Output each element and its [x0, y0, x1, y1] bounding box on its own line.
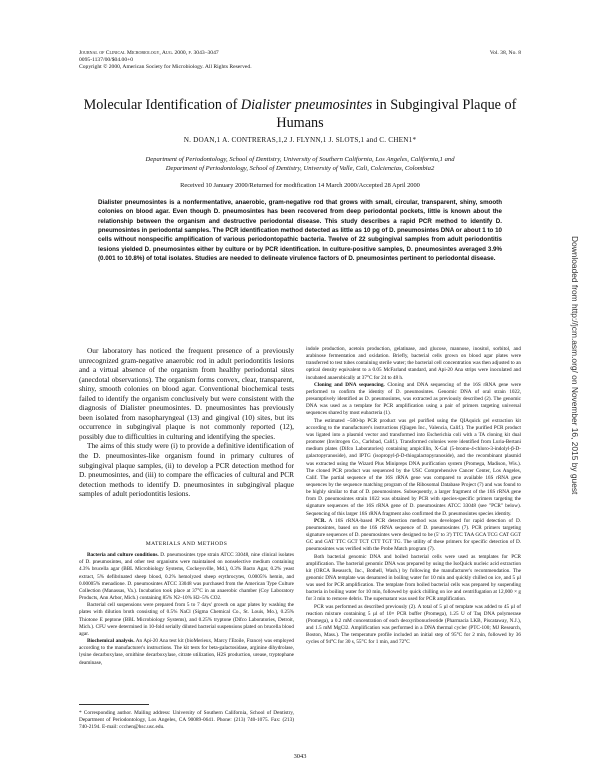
- right-paragraph-3: The estimated ~500-bp PCR product was gel purified using the QIAquick gel extraction kit according to the manufacturer's instructions (Qiagen Inc., Valencia, Calif.). The purified PCR product was ligated into a plasmid vector and transformed into Escherichia coli with a TA cloning kit dual promoter (Invitrogen Co., Carlsbad, Calif.). Transformed colonies were identified from Luria-Bertani medium plates (Difco Laboratories) containing ampicillin, X-Gal (5-bromo-4-chloro-3-indolyl-β-D-galactopyranoside), and IPTG (isopropyl-β-D-thiogalactopyranoside), and the recombinant plasmid was extracted using the Wizard Plus Minipreps DNA purification system (Promega, Madison, Wis.). The cloned PCR product was sequenced by the USC Comprehensive Cancer Center, Los Angeles, Calif. The partial sequence of the 16S rRNA gene was compared to available 16S rRNA gene sequences by the sequence matching program of the Ribosomal Database Project (7) and was found to be highly similar to that of D. pneumosintes. Subsequently, a larger fragment of the 16S rRNA gene from D. pneumosintes strain 1022 was obtained by PCR with species-specific primers targeting the signature sequences of the 16S rRNA gene of D. pneumosintes ATCC 33048 (see "PCR" below). Sequencing of this larger 16S rRNA fragment also confirmed the D. pneumosintes species identity.: [306, 417, 521, 517]
- title-organism: Dialister pneumosintes: [240, 97, 373, 113]
- journal-line: Journal of Clinical Microbiology, Aug. 2000, p. 3043–3047: [79, 50, 219, 56]
- run-in-heading: Cloning and DNA sequencing.: [314, 381, 385, 388]
- right-paragraph-cloning: [306, 382, 521, 418]
- title-prefix: Molecular Identification of: [83, 97, 241, 113]
- run-in-heading: PCR.: [314, 517, 326, 524]
- methods-paragraph-bacteria: [79, 552, 294, 602]
- copyright-line: Copyright © 2000, American Society for Microbiology. All Rights Reserved.: [79, 64, 252, 71]
- watermark-text: Downloaded from http://jcm.asm.org/ on November 16, 2015 by guest: [570, 236, 580, 495]
- paragraph-text: D. pneumosintes type strain ATCC 33048, nine clinical isolates of D. pneumosintes, and other test organisms were maintained on nonselective medium containing 4.3% brucella agar (BBL Microbiology Systems, Cockeysville, Md.), 0.3% Bacto Agar, 0.2% yeast extract, 5% defibrinated sheep blood, 0.2% hemolyzed sheep erythrocytes, 0.0005% hemin, and 0.00005% menadione. D. pneumosintes ATCC 33048 was purchased from the American Type Culture Collection (Manassas, Va.). Incubation took place at 37°C in an anaerobic chamber (Coy Laboratory Products, Ann Arbor, Mich.) containing 85% N2–10% H2–5% CO2.: [79, 552, 294, 602]
- intro-paragraph-1: Our laboratory has noticed the frequent presence of a previously unrecognized gram-negative anaerobic rod in adult periodontitis lesions and a virtual absence of the organism from healthy periodontal sites (anecdotal observations). The organism forms convex, clear, transparent, shiny, smooth colonies on blood agar. Conventional biochemical tests failed to identify the organism conclusively but were consistent with the diagnosis of Dialister pneumosintes. D. pneumosintes has previously been isolated from nasopharyngeal (13) and gingival (10) sites, but its occurrence in subgingival plaque is not commonly reported (12), possibly due to difficulties in culturing and identifying the species.: [79, 346, 294, 441]
- title-suffix: in Subgingival Plaque of Humans: [276, 97, 517, 131]
- methods-paragraph-biochem: [79, 638, 294, 667]
- affiliations: [79, 155, 521, 174]
- volume-number: Vol. 38, No. 8: [489, 50, 521, 56]
- materials-methods: [79, 541, 294, 667]
- right-paragraph-6: PCR was performed as described previously (2). A total of 5 µl of template was added to 45 µl of reaction mixture containing 5 µl of 10× PCR buffer (Promega), 1.25 U of Taq DNA polymerase (Promega), a 0.2 mM concentration of each deoxyribonucleotide (Pharmacia LKB, Piscataway, N.J.), and 1.5 mM MgCl2. Amplification was performed in a DNA thermal cycler (PTC-100; MJ Research, Boston, Mass.). The temperature profile included an initial step of 95°C for 2 min, followed by 36 cycles of 94°C for 30 s, 55°C for 1 min, and 72°C: [306, 603, 521, 646]
- right-paragraph-pcr: [306, 518, 521, 554]
- affiliation-line-2: Department of Periodontology, School of Dentistry, University of Valle, Cali, Colciencias, Colombia2: [165, 165, 435, 173]
- section-heading: MATERIALS AND METHODS: [145, 541, 228, 547]
- run-in-heading: Bacteria and culture conditions.: [87, 552, 159, 559]
- corresponding-author-footnote: * Corresponding author. Mailing address: University of Southern California, School of Dentistry, Department of Periodontology, Los Angeles, CA 90089-0641. Phone: (213) 740-1075. Fax: (213) 740-2194. E-mail: ccchen@hsc.usc.edu.: [79, 710, 294, 730]
- running-header: [79, 50, 521, 72]
- download-watermark: [570, 236, 586, 495]
- article-title: [79, 96, 521, 132]
- right-column: [306, 346, 521, 647]
- introduction: [79, 346, 294, 499]
- received-dates: Received 10 January 2000/Returned for modification 14 March 2000/Accepted 28 April 2000: [180, 182, 420, 189]
- paragraph-text: An Api-20 Ana test kit (bioMerieux, Marcy l'Etoile, France) was employed according to the manufacturer's instructions. The kit tests for beta-galactosidase, arginine dihydrolase, lysine decarboxylase, ornithine decarboxylase, citrate utilization, H2S production, urease, tryptophane deaminase,: [79, 638, 294, 666]
- issn-line: 0095-1137/00/$04.00+0: [79, 57, 134, 64]
- right-paragraph-1: indole production, acetoin production, gelatinase, and glucose, mannose, inositol, sorbitol, and arabinose fermentation and oxidation. Briefly, bacterial cells grown on blood agar plates were transferred to test tubes containing sterile water; the bacterial cell concentration was then adjusted to an optical density equivalent to a 0.05 McFarland standard, and Api-20 Ana strips were inoculated and incubated anaerobically at 37°C for 24 to 48 h.: [306, 346, 521, 381]
- paragraph-text: Cloning and DNA sequencing of the 16S rRNA gene were performed to confirm the identity of D. pneumosintes. Genomic DNA of oral strain 1022, presumptively identified as D. pneumosintes, was extracted as previously described (2). The genomic DNA was used as a template for PCR amplification using a pair of primers targeting universal sequences shared by most eubacteria (1).: [306, 381, 521, 417]
- abstract: Dialister pneumosintes is a nonfermentative, anaerobic, gram-negative rod that grows with small, circular, transparent, shiny, smooth colonies on blood agar. Even though D. pneumosintes has been recovered from deep periodontal pockets, little is known about the relationship between the organism and destructive periodontal disease. This study describes a rapid PCR method to identify D. pneumosintes in periodontal samples. The PCR identification method detected as little as 10 pg of D. pneumosintes DNA or about 1 to 10 cells without nonspecific amplification of various periodontopathic bacteria. Twelve of 22 subgingival samples from adult periodontitis lesions yielded D. pneumosintes either by culture or by PCR identification. In culture-positive samples, D. pneumosintes averaged 3.9% (0.001 to 10.8%) of total isolates. Studies are needed to delineate virulence factors of D. pneumosintes pertinent to periodontal disease.: [98, 199, 502, 262]
- footnote-rule: [79, 704, 149, 705]
- run-in-heading: Biochemical analysis.: [87, 638, 135, 645]
- paragraph-text: A 16S rRNA-based PCR detection method was developed for rapid detection of D. pneumosintes, based on the 16S rRNA sequence of D. pneumosintes (7). PCR primers targeting signature sequences of D. pneumosintes were designed to be (5' to 3') TTC TAA GCA TCG CAT GGT GC and GAT TTC GCT TCT CTT TGT TG. The utility of these primers for specific detection of D. pneumosintes was verified with the Probe Match program (7).: [306, 517, 521, 553]
- right-paragraph-5: Both bacterial genomic DNA and boiled bacterial cells were used as templates for PCR amplification. The bacterial genomic DNA was prepared by using the IsoQuick nucleic acid extraction kit (ORCA Research, Inc., Bothell, Wash.) by following the manufacturer's recommendation. The genomic DNA template was denatured in boiling water for 10 min and quickly chilled on ice, and 5 µl was used for PCR amplification. The template from boiled bacterial cells was prepared by suspending bacteria in boiling water for 10 min, followed by quick chilling on ice and centrifugation at 12,000 × g for 3 min to remove debris. The supernatant was used for PCR amplification.: [306, 553, 521, 603]
- page-number: 3043: [293, 753, 307, 760]
- methods-paragraph-suspensions: Bacterial cell suspensions were prepared from 5 to 7 days' growth on agar plates by washing the plates with dilution broth consisting of 0.5% NaCl (Sigma Chemical Co., St. Louis, Mo.), 0.25% Thiotone E peptone (BBL Microbiology Systems), and 0.25% tryptone (Difco Laboratories, Detroit, Mich.). CFU were determined in 10-fold serially diluted bacterial suspensions plated on brucella blood agar.: [79, 602, 294, 637]
- affiliation-line-1: Department of Periodontology, School of Dentistry, University of Southern California, Los Angeles, California,1 and: [145, 156, 455, 163]
- author-list: N. DOAN,1 A. CONTRERAS,1,2 J. FLYNN,1 J. SLOTS,1 and C. CHEN1*: [183, 136, 417, 144]
- intro-paragraph-2: The aims of this study were (i) to provide a definitive identification of the D. pneumosintes-like organism found in primary cultures of subgingival plaque samples, (ii) to develop a PCR detection method for D. pneumosintes, and (iii) to compare the efficacies of cultural and PCR detection methods to identify D. pneumosintes in subgingival plaque samples of adult periodontitis lesions.: [79, 441, 294, 499]
